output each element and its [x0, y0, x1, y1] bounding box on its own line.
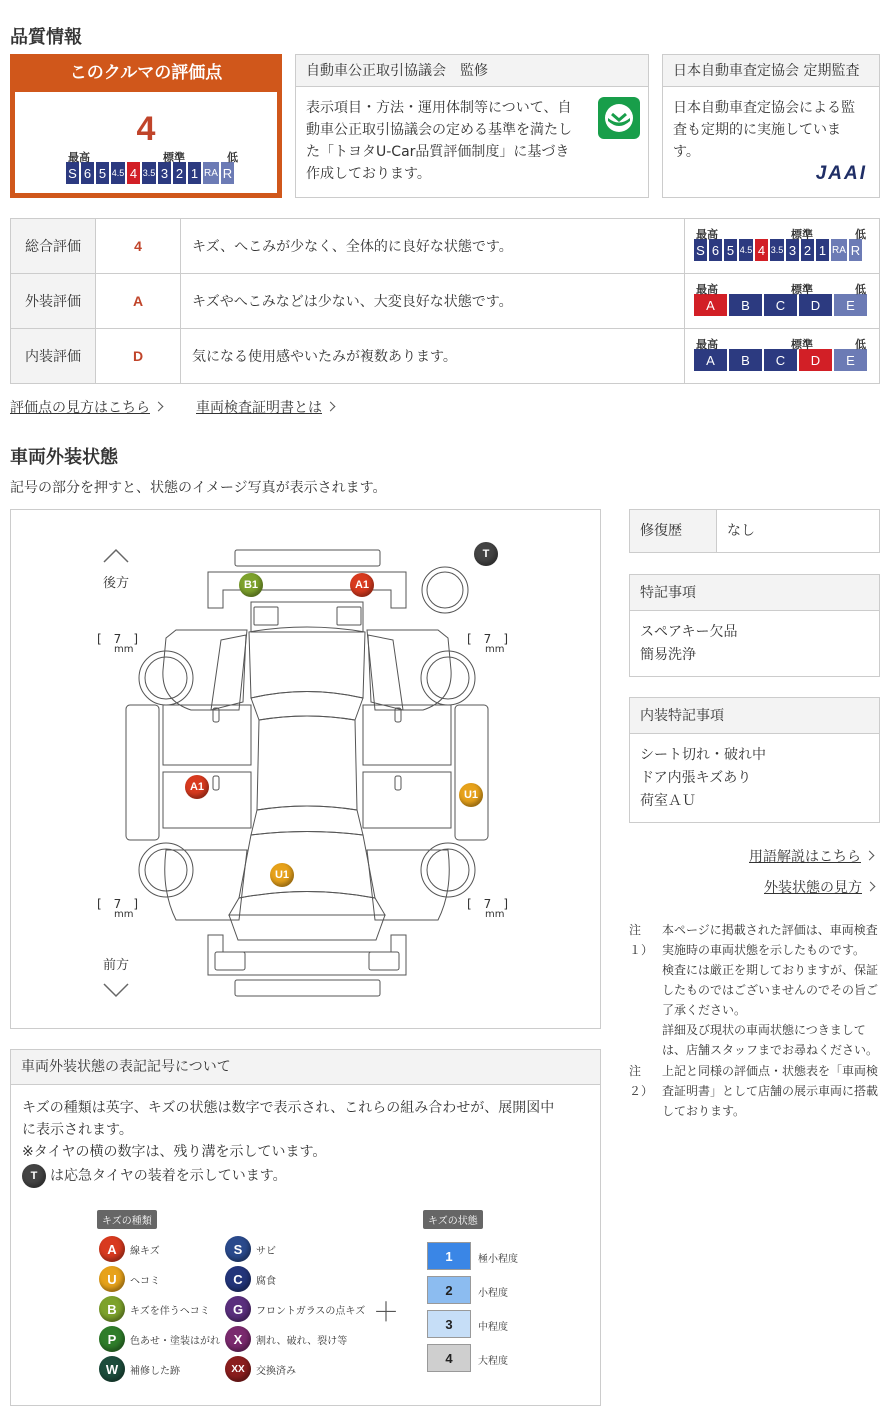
chevron-right-icon	[866, 882, 876, 892]
scale-cell: R	[221, 162, 234, 184]
overall-score: 4	[136, 110, 156, 148]
exterior-subtitle: 記号の部分を押すと、状態のイメージ写真が表示されます。	[10, 480, 387, 496]
score-card	[10, 54, 282, 198]
legend-title: 車両外装状態の表記記号について	[11, 1050, 600, 1085]
scale-cell: C	[764, 294, 797, 316]
damage-type-icon: B	[99, 1296, 125, 1322]
certificate-link[interactable]: 車両検査証明書とは	[196, 397, 334, 417]
scale-cell: S	[694, 239, 707, 261]
quality-section-title: 品質情報	[10, 27, 82, 48]
legend-box: 車両外装状態の表記記号について キズの種類は英字、キズの状態は数字で表示され、これらの組み合わせが、展開図中 に表示されます。 ※タイヤの横の数字は、残り溝を示しています。 T は応急タイヤの装着を示しています。 キズの種類 キズの状態 A 線キズ U ヘコミ B キズを伴うヘコミ P 色あせ・塗装はがれ W 補修した跡 S サビ C 腐食 G フロントガラスの点キズ X 割れ、破れ、裂け等 XX 交換済み ＋ 1 極小程度 2 小程度 3 中程度 4 大程度	[10, 1049, 601, 1406]
association-box: 自動車公正取引協議会 監修 表示項目・方法・運用体制等について、自 動車公正取引協議会の定める基準を満たし た「トヨタU-Car品質評価制度」に基づき 作成しております。	[295, 54, 649, 198]
scale-cell: 3	[786, 239, 799, 261]
scale-cell: 4.5	[739, 239, 753, 261]
scale-cell: 1	[188, 162, 201, 184]
damage-state-box: 2	[427, 1276, 471, 1304]
damage-type-icon: XX	[225, 1356, 251, 1382]
state-tag: キズの状態	[423, 1210, 483, 1229]
evaluation-table	[10, 218, 880, 384]
damage-type-label: ヘコミ	[130, 1276, 160, 1287]
scale-cell: 6	[709, 239, 722, 261]
chevron-right-icon	[326, 402, 336, 412]
damage-type-icon: G	[225, 1296, 251, 1322]
scale-cell: 3.5	[770, 239, 784, 261]
scale-cell: R	[849, 239, 862, 261]
damage-type-icon: A	[99, 1236, 125, 1262]
table-row: 内装評価 D 気になる使用感やいたみが複数あります。 最高 標準 低 A B C D E	[11, 329, 880, 384]
scale-cell: 1	[816, 239, 829, 261]
tread-rear-right: [ 7 ]	[467, 632, 508, 646]
association-logo-icon	[598, 97, 640, 139]
damage-type-label: 割れ、破れ、裂け等	[256, 1336, 348, 1347]
special-notes: 特記事項 スペアキー欠品 簡易洗浄	[629, 574, 880, 677]
scale-cell: 6	[81, 162, 94, 184]
damage-mark-a1-rear[interactable]: A1	[350, 573, 374, 597]
scale-cell: E	[834, 294, 867, 316]
damage-type-label: キズを伴うヘコミ	[130, 1306, 210, 1317]
exterior-guide-link[interactable]: 外装状態の見方	[764, 877, 874, 897]
damage-type-label: 色あせ・塗装はがれ	[130, 1336, 220, 1347]
scale-cell: 5	[96, 162, 109, 184]
scale-cell: A	[694, 349, 727, 371]
tread-rear-left: [ 7 ]	[97, 632, 138, 646]
score-card-title: このクルマの評価点	[69, 63, 223, 83]
interior-scale: 最高 標準 低 A B C D E	[694, 336, 868, 371]
chevron-right-icon	[865, 851, 875, 861]
damage-state-label: 大程度	[478, 1356, 508, 1367]
glossary-link[interactable]: 用語解説はこちら	[749, 846, 873, 866]
scale-cell: RA	[203, 162, 219, 184]
scale-cell: B	[729, 349, 762, 371]
tread-front-left: [ 7 ]	[97, 897, 138, 911]
chevron-down-icon	[104, 984, 128, 996]
rear-label: 後方	[103, 576, 130, 591]
scale-cell: 2	[801, 239, 814, 261]
table-row: 外装評価 A キズやへこみなどは少ない、大変良好な状態です。 最高 標準 低 A B C D E	[11, 274, 880, 329]
association-title: 自動車公正取引協議会 監修	[296, 55, 648, 87]
damage-type-label: サビ	[256, 1246, 276, 1257]
scale-cell: A	[694, 294, 727, 316]
damage-type-label: 腐食	[256, 1276, 276, 1287]
jaai-title: 日本自動車査定協会 定期監査	[663, 55, 879, 87]
damage-state-box: 3	[427, 1310, 471, 1338]
scale-cell: 4	[127, 162, 140, 184]
score-scale: 最高 標準 低 S 6 5 4.5 4 3.5 3 2 1 RA R	[66, 149, 242, 184]
spare-tire-mark[interactable]: T	[474, 542, 498, 566]
damage-mark-b1[interactable]: B1	[239, 573, 263, 597]
damage-type-label: 補修した跡	[130, 1366, 180, 1377]
exterior-scale: 最高 標準 低 A B C D E	[694, 281, 868, 316]
damage-state-box: 1	[427, 1242, 471, 1270]
tread-front-right: [ 7 ]	[467, 897, 508, 911]
damage-type-label: 線キズ	[130, 1246, 160, 1257]
damage-type-icon: S	[225, 1236, 251, 1262]
jaai-box: 日本自動車査定協会 定期監査 日本自動車査定協会による監 査も定期的に実施していま す。 JAAI	[662, 54, 880, 198]
scale-cell: 2	[173, 162, 186, 184]
damage-state-box: 4	[427, 1344, 471, 1372]
damage-state-label: 極小程度	[478, 1254, 518, 1265]
damage-type-icon: U	[99, 1266, 125, 1292]
overall-scale: 最高 標準 低 S 6 5 4.5 4 3.5 3 2 1 RA R	[694, 226, 870, 261]
damage-type-icon: X	[225, 1326, 251, 1352]
damage-type-label: フロントガラスの点キズ	[256, 1306, 366, 1317]
damage-type-icon: P	[99, 1326, 125, 1352]
chevron-up-icon	[104, 550, 128, 562]
scale-cell: C	[764, 349, 797, 371]
interior-special-notes: 内装特記事項 シート切れ・破れ中 ドア内張キズあり 荷室ＡＵ	[629, 697, 880, 823]
exterior-section-title: 車両外装状態	[10, 447, 118, 468]
spare-tire-icon: T	[22, 1164, 46, 1188]
damage-type-label: 交換済み	[256, 1366, 296, 1377]
plus-icon: ＋	[373, 1298, 400, 1328]
damage-type-icon: W	[99, 1356, 125, 1382]
damage-state-label: 中程度	[478, 1322, 508, 1333]
scale-cell: 3	[158, 162, 171, 184]
scale-cell: D	[799, 294, 832, 316]
scale-cell: 5	[724, 239, 737, 261]
scale-cell: 4	[755, 239, 768, 261]
score-guide-link[interactable]: 評価点の見方はこちら	[10, 397, 162, 417]
table-row: 総合評価 4 キズ、へこみが少なく、全体的に良好な状態です。 最高 標準 低 S 6 5 4.5 4 3.5 3 2 1 RA R	[11, 219, 880, 274]
damage-mark-u1-front[interactable]: U1	[270, 863, 294, 887]
scale-cell: D	[799, 349, 832, 371]
damage-type-icon: C	[225, 1266, 251, 1292]
scale-cell: E	[834, 349, 867, 371]
scale-cell: 4.5	[111, 162, 125, 184]
jaai-logo: JAAI	[815, 163, 867, 184]
scale-cell: RA	[831, 239, 847, 261]
damage-mark-a1-side[interactable]: A1	[185, 775, 209, 799]
scale-cell: S	[66, 162, 79, 184]
chevron-right-icon	[154, 402, 164, 412]
front-label: 前方	[103, 958, 130, 973]
scale-cell: B	[729, 294, 762, 316]
repair-history: 修復歴 なし	[629, 509, 880, 553]
car-diagram: 後方 前方 [ 7 ] mm [ 7 ] mm [ 7 ] mm [ 7 ] mm T B1 A1 A1 U1 U1	[10, 509, 601, 1029]
damage-state-label: 小程度	[478, 1288, 508, 1299]
damage-mark-u1-side[interactable]: U1	[459, 783, 483, 807]
types-tag: キズの種類	[97, 1210, 157, 1229]
scale-cell: 3.5	[142, 162, 156, 184]
